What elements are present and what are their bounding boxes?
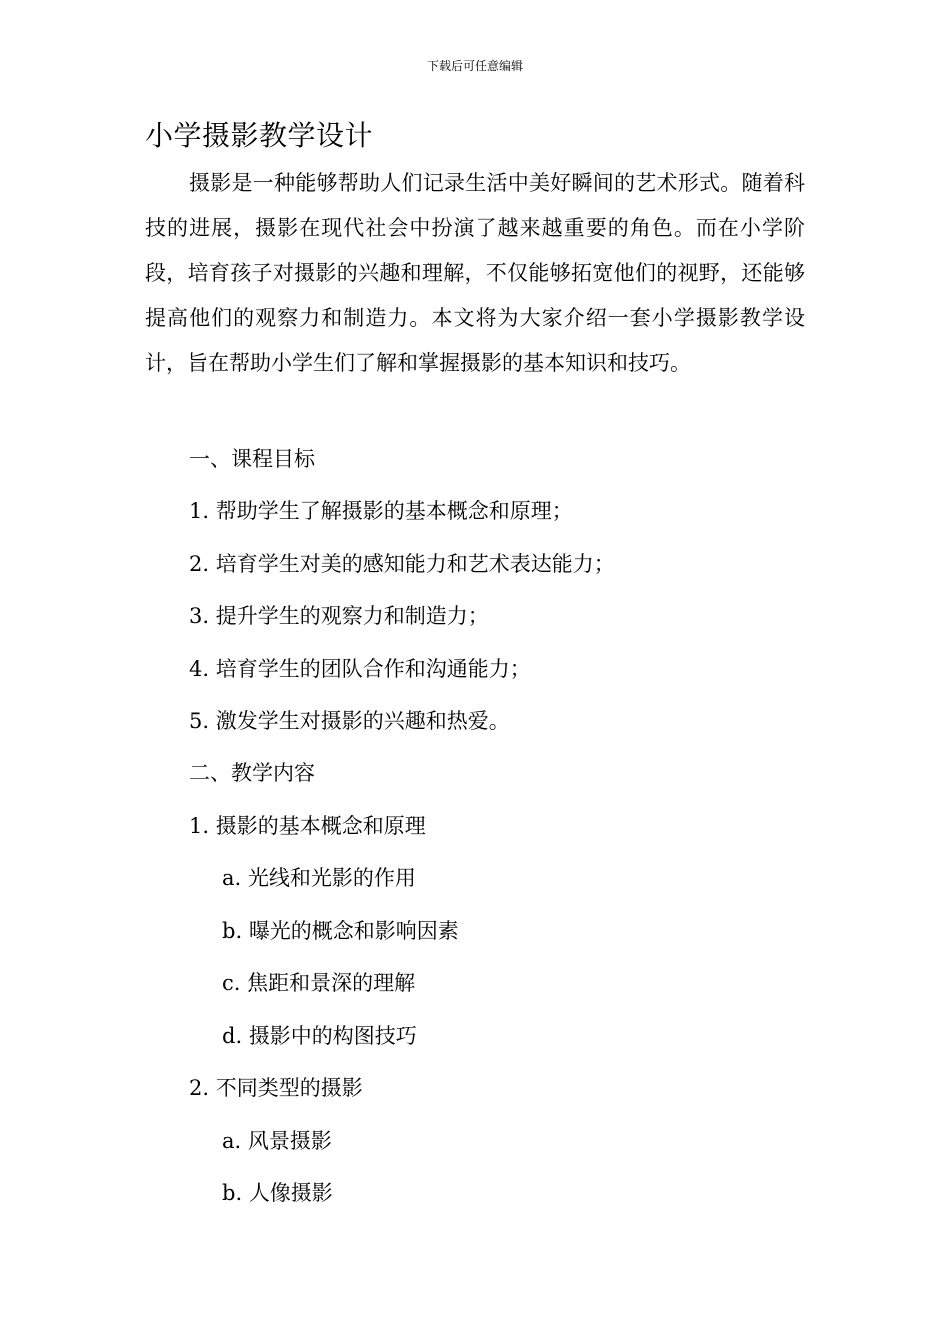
content-item [189,811,426,841]
content-subitem-letter: b. [222,1181,243,1205]
content-subitem-letter: a. [222,866,242,890]
content-subitem-text: 风景摄影 [247,1129,332,1153]
goal-item-number: 5. [189,709,210,733]
goal-item-number: 3. [189,604,210,628]
goal-item-text: 提升学生的观察力和制造力； [215,604,489,628]
goal-item-text: 培育学生对美的感知能力和艺术表达能力； [215,552,615,576]
content-subitem [222,863,416,893]
content-item-text: 摄影的基本概念和原理 [215,814,426,838]
content-subitem-letter: c. [222,971,241,995]
goal-item [189,706,510,736]
goal-item [189,601,489,631]
content-subitem-text: 光线和光影的作用 [247,866,416,890]
section-heading-goals: 一、课程目标 [189,447,315,471]
content-subitem-text: 人像摄影 [248,1181,333,1205]
goal-item-text: 激发学生对摄影的兴趣和热爱。 [215,709,510,733]
content-subitem [222,1021,417,1051]
content-subitem-letter: d. [222,1024,243,1048]
content-item-number: 2. [189,1076,210,1100]
content-subitem [222,968,415,998]
goal-item-number: 1. [189,499,210,523]
content-subitem [222,1178,333,1208]
goal-item [189,496,573,526]
goal-item-text: 帮助学生了解摄影的基本概念和原理； [215,499,573,523]
content-subitem-text: 焦距和景深的理解 [247,971,416,995]
intro-paragraph: 摄影是一种能够帮助人们记录生活中美好瞬间的艺术形式。随着科技的进展，摄影在现代社会中扮演了越来越重要的角色。而在小学阶段，培育孩子对摄影的兴趣和理解，不仅能够拓宽他们的视野，还能够提高他们的观察力和制造力。本文将为大家介绍一套小学摄影教学设计，旨在帮助小学生们了解和掌握摄影的基本知识和技巧。 [145,171,805,375]
goal-item-text: 培育学生的团队合作和沟通能力； [215,657,531,681]
content-subitem-letter: b. [222,919,243,943]
content-item-text: 不同类型的摄影 [215,1076,363,1100]
goal-item-number: 4. [189,657,210,681]
section-heading-content: 二、教学内容 [189,761,315,785]
content-subitem-text: 曝光的概念和影响因素 [248,919,459,943]
content-item [189,1073,363,1103]
content-item-number: 1. [189,814,210,838]
content-subitem [222,916,459,946]
goal-item [189,549,615,579]
goal-item [189,654,531,684]
goal-item-number: 2. [189,552,210,576]
content-subitem-text: 摄影中的构图技巧 [248,1024,417,1048]
content-subitem [222,1126,332,1156]
header-note: 下载后可任意编辑 [426,59,523,73]
page-title: 小学摄影教学设计 [145,119,374,152]
content-subitem-letter: a. [222,1129,242,1153]
